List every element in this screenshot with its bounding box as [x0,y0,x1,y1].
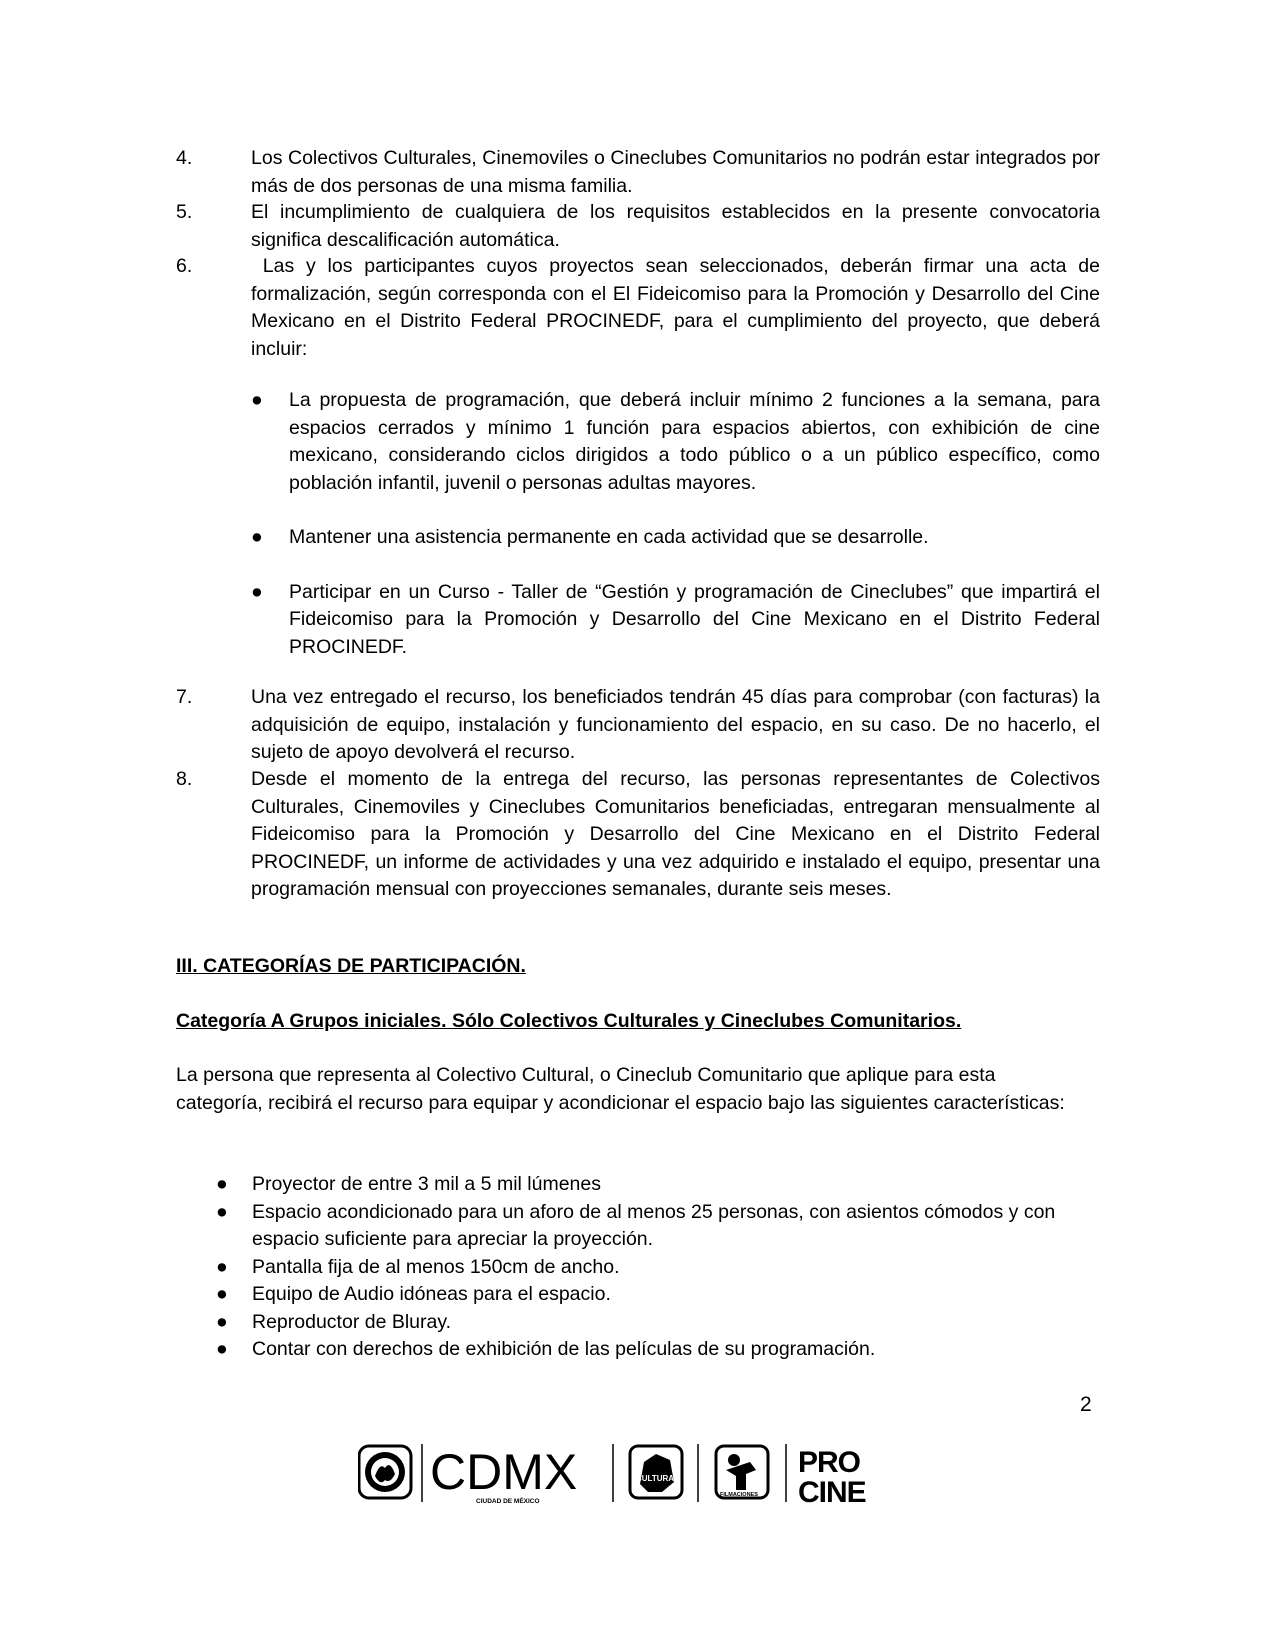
filmaciones-logo [716,1446,768,1498]
procine-bottom-text: CINE [798,1476,866,1506]
list-item [176,684,1100,767]
list-item [176,253,1106,363]
item-text: Las y los participantes cuyos proyectos sean seleccionados, deberán firmar una acta de formalización, según corresponda con el El Fideicomiso para la Promoción y Desarrollo del Cine Mexicano en el Distrito Federal PROCINEDF, para el cumplimiento del proyecto, que deberá incluir: [251,255,1106,360]
bullet-text: Reproductor de Bluray. [252,1310,452,1333]
bullet-text: Espacio acondicionado para un aforo de al menos 25 personas, con asientos cómodos y con espacio suficiente para apreciar la proyección. [252,1200,1056,1250]
item-number: 4. [176,147,193,169]
bullet-icon: ● [251,526,263,548]
bullet-icon: ● [251,580,263,603]
item-text: Los Colectivos Culturales, Cinemoviles o Cineclubes Comunitarios no podrán estar integrados por más de dos personas de una misma familia. [251,147,1100,197]
cdmx-subtitle: CIUDAD DE MÉXICO [476,1498,540,1505]
bullet-icon: ● [216,1255,228,1278]
bullet-icon: ● [216,1338,228,1360]
bullet-text: Participar en un Curso - Taller de “Gestión y programación de Cineclubes” que impartirá el Fideicomiso para la Promoción y Desarrollo del Cine Mexicano en el Distrito Federal PROCINEDF. [289,580,1100,658]
bullet-text: Equipo de Audio idóneas para el espacio. [252,1283,611,1305]
category-heading: Categoría A Grupos iniciales. Sólo Colectivos Culturales y Cineclubes Comunitarios. [176,1010,962,1032]
footer-logos [358,1440,898,1506]
bullet-icon: ● [216,1173,228,1195]
list-item [176,145,1100,200]
bullet-icon: ● [216,1283,228,1305]
bullet-item [251,387,1100,497]
category-intro: La persona que representa al Colectivo Cultural, o Cineclub Comunitario que aplique para esta categoría, recibirá el recurso para equipar y acondicionar el espacio bajo las siguientes características: [176,1064,1065,1114]
bullet-item [214,1171,1094,1199]
bullet-text: Pantalla fija de al menos 150cm de ancho. [252,1255,620,1278]
list-item [176,199,1100,254]
cdmx-text: CDMX [430,1444,578,1500]
item-text: El incumplimiento de cualquiera de los requisitos establecidos en la presente convocatoria significa descalificación automática. [251,201,1100,251]
bullet-text: Proyector de entre 3 mil a 5 mil lúmenes [252,1173,601,1195]
cdmx-wordmark-logo [430,1444,577,1505]
bullet-icon: ● [216,1200,228,1223]
category-bullet-list [214,1171,1094,1364]
item-number: 8. [176,768,193,790]
cdmx-shield-logo [359,1446,411,1498]
list-item [176,766,1100,904]
bullet-item [214,1336,1094,1364]
bullet-item [251,579,1100,662]
cultura-logo [630,1446,682,1498]
item-number: 5. [176,201,193,223]
procine-logo [798,1446,866,1506]
bullet-text: Mantener una asistencia permanente en cada actividad que se desarrolle. [289,526,929,548]
bullet-item [214,1281,1094,1309]
bullet-item [214,1309,1094,1337]
bullet-item [251,524,1100,552]
filmaciones-text: FILMACIONES [720,1492,758,1498]
item6-bullet-list [251,387,1100,688]
bullet-item [214,1199,1094,1254]
item-text: Una vez entregado el recurso, los beneficiados tendrán 45 días para comprobar (con facturas) la adquisición de equipo, instalación y funcionamiento del espacio, en su caso. De no hacerlo, el sujeto de apoyo devolverá el recurso. [251,686,1100,763]
page-number: 2 [1080,1393,1092,1416]
item-number: 7. [176,686,193,708]
cultura-text: CULTURA [636,1474,675,1483]
item-number: 6. [176,255,193,277]
bullet-item [214,1254,1094,1282]
item-text: Desde el momento de la entrega del recurso, las personas representantes de Colectivos Culturales, Cinemoviles y Cineclubes Comunitarios beneficiadas, entregaran mensualmente al Fideicomiso para la Promoción y Desarrollo del Cine Mexicano en el Distrito Federal PROCINEDF, un informe de actividades y una vez adquirido e instalado el equipo, presentar una programación mensual con proyecciones semanales, durante seis meses. [251,768,1100,900]
bullet-text: La propuesta de programación, que deberá incluir mínimo 2 funciones a la semana, para espacios cerrados y mínimo 1 función para espacios abiertos, con exhibición de cine mexicano, considerando ciclos dirigidos a todo público o a un público específico, como población infantil, juvenil o personas adultas mayores. [289,389,1100,494]
bullet-text: Contar con derechos de exhibición de las películas de su programación. [252,1338,876,1360]
bullet-icon: ● [216,1310,228,1333]
section-heading: III. CATEGORÍAS DE PARTICIPACIÓN. [176,955,526,977]
procine-top-text: PRO [798,1446,861,1479]
bullet-icon: ● [251,389,263,411]
